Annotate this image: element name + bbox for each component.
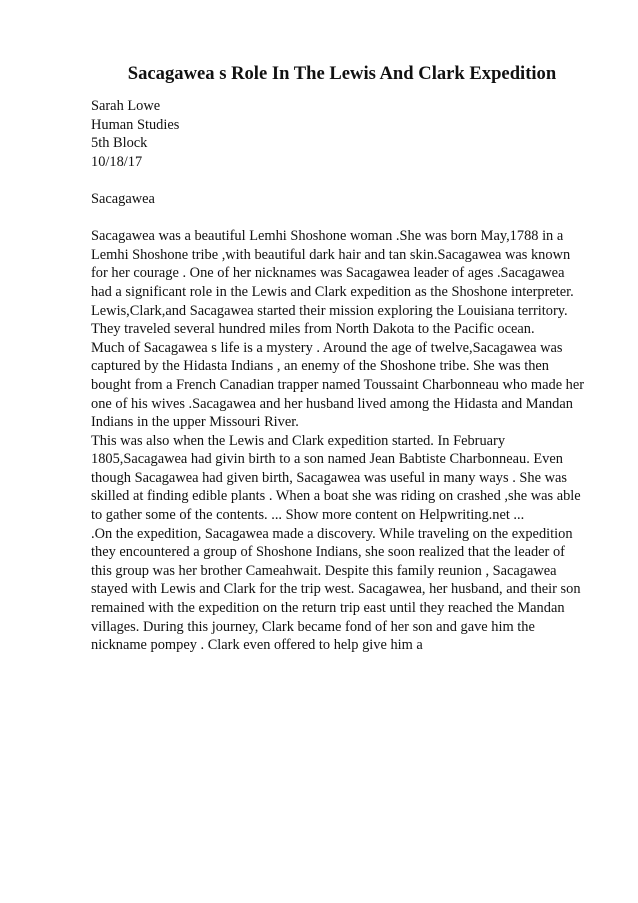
body-line: Indians in the upper Missouri River.	[91, 414, 299, 431]
body-line: one of his wives .Sacagawea and her husband lived among the Hidasta and Mandan	[91, 395, 573, 412]
body-line: bought from a French Canadian trapper named Toussaint Charbonneau who made her	[91, 376, 585, 393]
body-line: to gather some of the contents. ... Show more content on Helpwriting.net ...	[91, 507, 525, 524]
body-line: This was also when the Lewis and Clark expedition started. In February	[91, 432, 506, 449]
body-line: had a significant role in the Lewis and Clark expedition as the Shoshone interpreter.	[91, 283, 574, 300]
body-line: stayed with Lewis and Clark for the trip west. Sacagawea, her husband, and their son	[91, 581, 581, 598]
body-line: 1805,Sacagawea had givin birth to a son named Jean Babtiste Charbonneau. Even	[91, 451, 563, 468]
course-name: Human Studies	[91, 116, 180, 133]
body-line: though Sacagawea had given birth, Sacagawea was useful in many ways . She was	[91, 469, 567, 486]
body-line: captured by the Hidasta Indians , an enemy of the Shoshone tribe. She was then	[91, 358, 549, 375]
body-line: Much of Sacagawea s life is a mystery . Around the age of twelve,Sacagawea was	[91, 339, 563, 356]
document-title: Sacagawea s Role In The Lewis And Clark Expedition	[127, 63, 557, 84]
body-line: They traveled several hundred miles from North Dakota to the Pacific ocean.	[91, 321, 535, 338]
section-heading: Sacagawea	[91, 190, 155, 207]
body-line: remained with the expedition on the return trip east until they reached the Mandan	[91, 600, 565, 617]
body-line: for her courage . One of her nicknames was Sacagawea leader of ages .Sacagawea	[91, 265, 565, 282]
body-line: they encountered a group of Shoshone Indians, she soon realized that the leader of	[91, 544, 565, 561]
body-line: Sacagawea was a beautiful Lemhi Shoshone woman .She was born May,1788 in a	[91, 228, 564, 245]
document-body	[91, 97, 611, 655]
author-name: Sarah Lowe	[91, 98, 161, 114]
body-line: .On the expedition, Sacagawea made a discovery. While traveling on the expedition	[91, 525, 573, 542]
body-line: this group was her brother Cameahwait. Despite this family reunion , Sacagawea	[91, 562, 557, 579]
class-block: 5th Block	[91, 135, 148, 152]
body-line: Lemhi Shoshone tribe ,with beautiful dark hair and tan skin.Sacagawea was known	[91, 246, 571, 263]
body-line: villages. During this journey, Clark became fond of her son and gave him the	[91, 618, 535, 635]
paragraph-gap	[91, 171, 611, 190]
document-date: 10/18/17	[91, 153, 143, 170]
body-line: Lewis,Clark,and Sacagawea started their mission exploring the Louisiana territory.	[91, 302, 568, 319]
body-line: skilled at finding edible plants . When a boat she was riding on crashed ,she was able	[91, 488, 581, 505]
body-line: nickname pompey . Clark even offered to help give him a	[91, 637, 423, 654]
paragraph-gap	[91, 209, 611, 228]
